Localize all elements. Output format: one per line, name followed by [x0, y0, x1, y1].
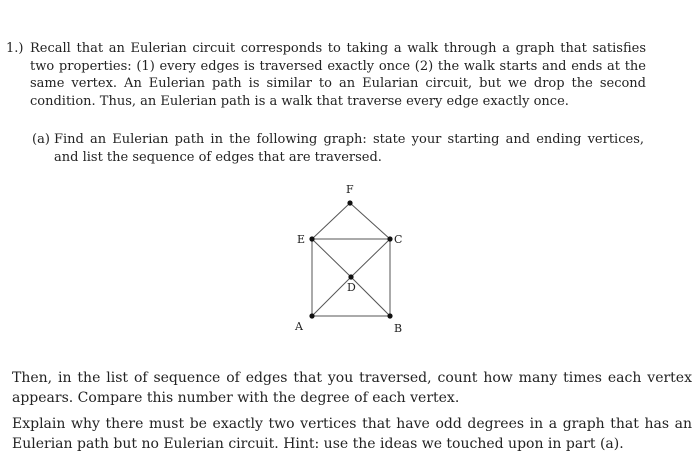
problem-statement — [6, 40, 646, 110]
edge-D-B — [351, 277, 390, 316]
label-C: C — [394, 233, 403, 246]
followup-paragraph: Then, in the list of sequence of edges that you traversed, count how many times each vertex appears. Compare this number with the degree of each vertex. — [12, 370, 692, 406]
label-D: D — [347, 281, 356, 294]
label-A: A — [295, 320, 303, 333]
graph-figure — [270, 180, 420, 340]
part-a — [32, 131, 644, 166]
problem-number: 1.) — [6, 41, 24, 56]
vertex-F — [347, 200, 352, 205]
vertex-E — [309, 236, 314, 241]
vertex-A — [309, 313, 314, 318]
vertex-D — [348, 274, 353, 279]
label-B: B — [394, 322, 403, 335]
vertex-C — [387, 236, 392, 241]
edge-E-F — [312, 203, 350, 239]
problem-intro-text: Recall that an Eulerian circuit corresponds to taking a walk through a graph that satisfies two properties: (1) every edges is traversed exactly once (2) the walk starts and ends at the same vertex. An Eulerian path is similar to an Eularian circuit, but we drop the second condition. Thus, an Eulerian path is a walk that traverse every edge exactly once. — [30, 41, 646, 109]
part-a-label: (a) — [32, 132, 50, 147]
part-a-prompt: Find an Eulerian path in the following graph: state your starting and ending vertices, and list the sequence of edges that are traversed. — [54, 132, 644, 165]
label-F: F — [346, 183, 354, 196]
edge-F-C — [350, 203, 390, 239]
part-b — [0, 414, 692, 454]
vertex-B — [387, 313, 392, 318]
part-b-text: Explain why there must be exactly two vertices that have odd degrees in a graph that has an Eulerian path but no Eulerian circuit. Hint: use the ideas we touched upon in part (a). — [12, 416, 692, 452]
edge-C-D — [351, 239, 390, 277]
label-E: E — [297, 233, 306, 246]
edge-E-D — [312, 239, 351, 277]
edge-A-D — [312, 277, 351, 316]
